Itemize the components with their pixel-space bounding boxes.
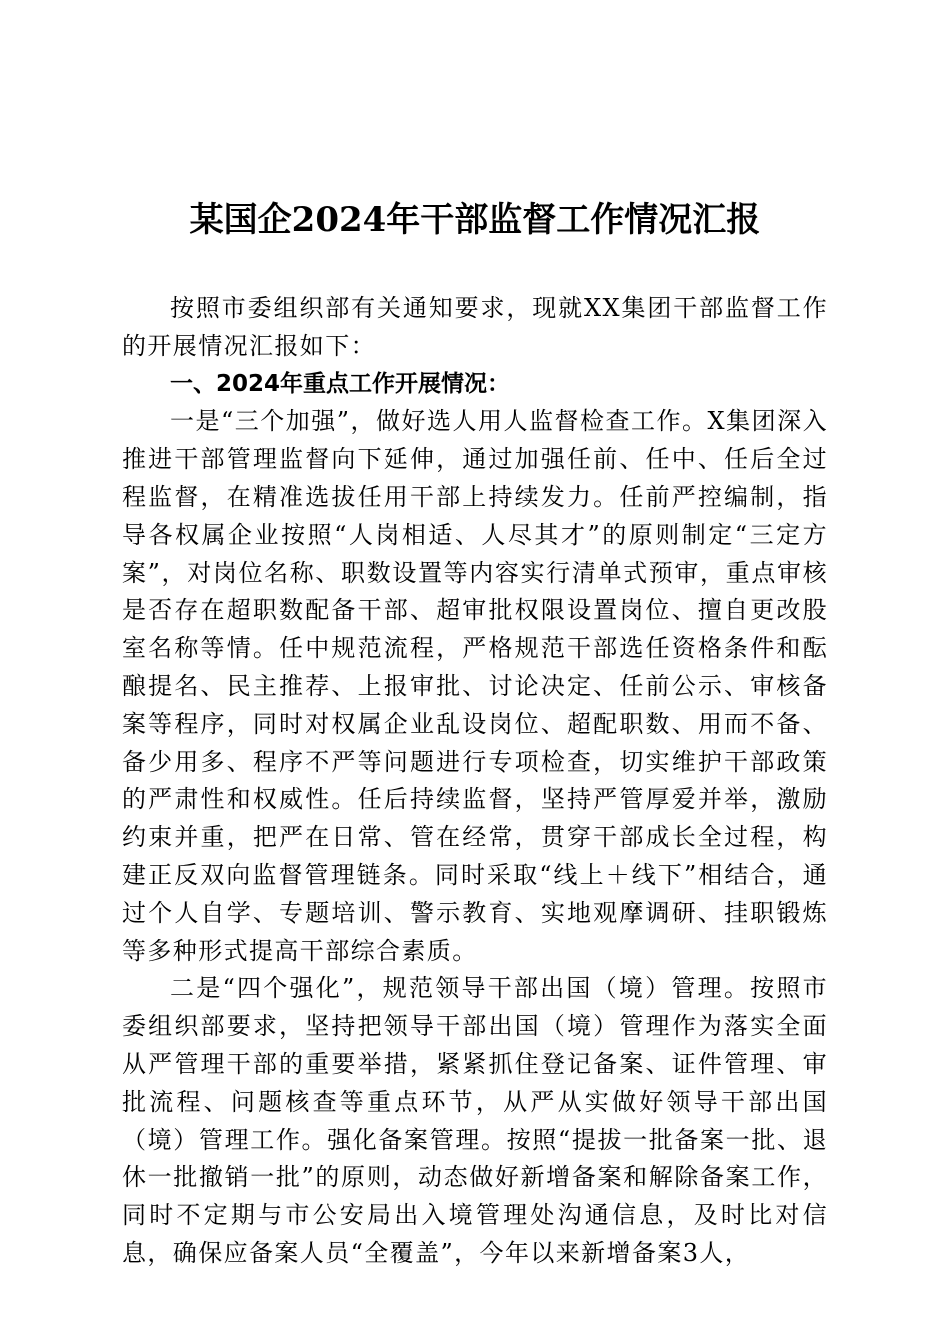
document-body (122, 290, 828, 1273)
document-title: 某国企2024年干部监督工作情况汇报 (189, 200, 761, 240)
body-paragraph-1: 一是“三个加强”，做好选人用人监督检查工作。X集团深入推进干部管理监督向下延伸，通过加强任前、任中、任后全过程监督，在精准选拔任用干部上持续发力。任前严控编制，指导各权属企业按照“人岗相适、人尽其才”的原则制定“三定方案”，对岗位名称、职数设置等内容实行清单式预审，重点审核是否存在超职数配备干部、超审批权限设置岗位、擅自更改股室名称等情。任中规范流程，严格规范干部选任资格条件和酝酿提名、民主推荐、上报审批、讨论决定、任前公示、审核备案等程序，同时对权属企业乱设岗位、超配职数、用而不备、备少用多、程序不严等问题进行专项检查，切实维护干部政策的严肃性和权威性。任后持续监督，坚持严管厚爱并举，激励约束并重，把严在日常、管在经常，贯穿干部成长全过程，构建正反双向监督管理链条。同时采取“线上＋线下”相结合，通过个人自学、专题培训、警示教育、实地观摩调研、挂职锻炼等多种形式提高干部综合素质。 (122, 407, 828, 965)
intro-paragraph: 按照市委组织部有关通知要求，现就XX集团干部监督工作的开展情况汇报如下： (122, 294, 828, 360)
body-paragraph-2: 二是“四个强化”，规范领导干部出国（境）管理。按照市委组织部要求，坚持把领导干部出国（境）管理作为落实全面从严管理干部的重要举措，紧紧抓住登记备案、证件管理、审批流程、问题核查等重点环节，从严从实做好领导干部出国（境）管理工作。强化备案管理。按照“提拔一批备案一批、退休一批撤销一批”的原则，动态做好新增备案和解除备案工作，同时不定期与市公安局出入境管理处沟通信息，及时比对信息，确保应备案人员“全覆盖”，今年以来新增备案3人， (122, 974, 828, 1267)
section-heading: 一、2024年重点工作开展情况： (170, 370, 511, 397)
